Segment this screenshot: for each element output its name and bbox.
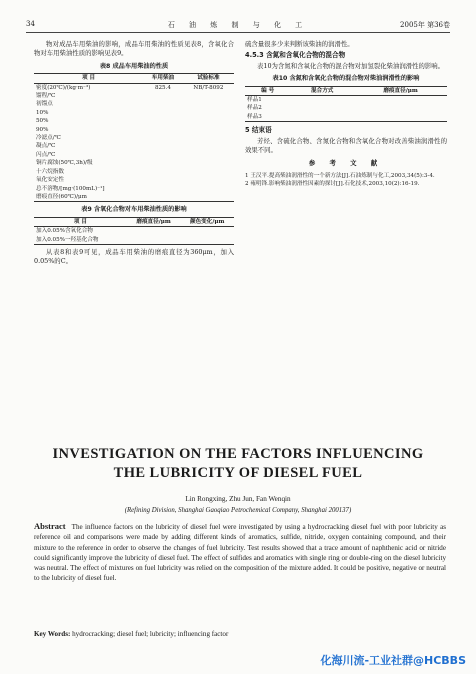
english-title	[20, 445, 456, 483]
volume-info: 2005年 第36卷	[400, 21, 450, 29]
table-cell: 氧化安定性	[36, 177, 64, 184]
table-cell	[127, 227, 181, 236]
table10-caption: 表10 含氮和含氧化合物的混合物对柴油润滑性的影响	[272, 75, 420, 83]
table-row	[34, 83, 234, 92]
table-row	[34, 142, 234, 150]
table-cell	[183, 142, 234, 150]
english-abstract	[34, 521, 446, 584]
table-cell	[183, 151, 234, 159]
table-cell	[143, 100, 183, 108]
table-cell: 冷滤点/℃	[36, 135, 61, 142]
table-cell	[183, 159, 234, 167]
table-cell: 铜片腐蚀(50℃,3h)/级	[36, 160, 93, 167]
table-cell: 馏程/℃	[36, 93, 56, 100]
table-row	[34, 151, 234, 159]
table-cell: 加入0.05%含氧化合物	[36, 228, 93, 235]
table-cell	[183, 100, 234, 108]
table-cell	[183, 134, 234, 142]
table-cell: 总不溶物/[mg·(100mL)⁻¹]	[36, 185, 105, 192]
table-cell	[183, 176, 234, 184]
table-cell	[143, 151, 183, 159]
section-453-body: 表10为含氮和含氧化合物的混合物对加氢裂化柴油润滑性的影响。	[257, 61, 445, 70]
section5-heading: 5 结束语	[245, 126, 272, 135]
reference-item: 2 雍明锋.影响柴油润滑性因素的探讨[J].石化技术,2003,10(2):16-19.	[245, 181, 420, 188]
table-row	[34, 185, 234, 193]
english-affiliation: (Refining Division, Shanghai Gaoqiao Petrochemical Company, Shanghai 200137)	[124, 507, 352, 514]
section5-body: 芳烃、含硫化合物、含氮化合物和含氧化合物对改善柴油润滑性的效果不同。	[245, 136, 447, 155]
table-cell	[183, 109, 234, 117]
table9-caption: 表9 含氧化合物对车用柴油性质的影响	[81, 206, 187, 214]
table-row	[34, 126, 234, 134]
table-row	[245, 113, 447, 122]
table-cell	[143, 176, 183, 184]
table-cell: 90%	[36, 126, 49, 133]
table-cell: 825.4	[154, 84, 171, 91]
table-cell	[183, 168, 234, 176]
intro-paragraph: 物对成品车用柴油的影响，成品车用柴油的性质见表8，含氧化合物对车用柴油性质的影响见表9。	[34, 40, 234, 58]
reference-item: 1 王汉平.提高柴油润滑性的一个新方法[J].石油炼制与化工,2003,34(5):3-4.	[245, 172, 435, 179]
table-row	[245, 96, 447, 105]
table-row	[34, 100, 234, 108]
right-column	[245, 40, 447, 189]
section-453-heading: 4.5.3 含氮和含氧化合物的混合物	[245, 51, 346, 60]
running-header	[26, 20, 450, 33]
english-keywords	[34, 630, 446, 638]
watermark-text: 化海川流-工业社群@HCBBS	[320, 654, 466, 667]
table-cell	[183, 92, 234, 100]
page-number: 34	[26, 20, 35, 28]
right_col-table10-header-cell: 混合方式	[290, 86, 354, 95]
left_col-table9-header-cell: 颜色变化/μm	[180, 217, 234, 226]
table-cell: 样品2	[247, 105, 262, 112]
left_col-table9-header-cell: 磨痕直径/μm	[127, 217, 181, 226]
left_col-table9-header-cell: 项 目	[34, 217, 127, 226]
table-cell: 凝点/℃	[36, 143, 56, 150]
table-cell	[143, 168, 183, 176]
table-cell: 样品3	[245, 113, 290, 122]
table-row	[34, 92, 234, 100]
table-cell	[354, 113, 447, 122]
table-cell: 加入0.05%一羟基化合物	[34, 236, 127, 245]
table8-caption: 表8 成品车用柴油的性质	[99, 62, 169, 70]
abstract-label: Abstract	[34, 521, 66, 531]
table-cell	[143, 117, 183, 125]
table-cell	[180, 227, 234, 236]
table-row	[34, 134, 234, 142]
right_col-table10-header-cell: 磨痕直径/μm	[354, 86, 447, 95]
table8	[34, 73, 234, 202]
table-cell: 50%	[36, 118, 49, 125]
table-row	[34, 117, 234, 125]
table-cell	[143, 109, 183, 117]
table-cell: 样品1	[247, 97, 262, 104]
table-row	[34, 159, 234, 167]
discussion-paragraph: 从表8和表9可见，成品车用柴油的磨痕直径为360μm，加入0.05%的C。	[34, 247, 234, 266]
keywords-text: hydrocracking; diesel fuel; lubricity; influencing factor	[72, 630, 229, 638]
table-cell: NB/T-8092	[193, 84, 224, 91]
table-cell	[290, 96, 354, 105]
table-cell	[143, 159, 183, 167]
table-row	[34, 236, 234, 245]
left_col-table8-header-cell: 车用柴油	[143, 74, 183, 83]
table-cell	[354, 104, 447, 112]
table-cell: 初馏点	[36, 101, 53, 108]
abstract-text: The influence factors on the lubricity of diesel fuel were investigated by using a hydrocracking diesel fuel with poor lubricity as reference oil and comparisons were made by adding different kinds of aromatics, sulfide, nitride, oxygen containing compound, and their mixture to the reference in order to observe the changes of fuel lubricity. Test results showed that a trace amount of naphthenic acid or nitride could significantly improve the lubricity of diesel fuel. The effect of sulfides and aromatics with single ring or double-ring on the diesel lubricity was neutral. The effect of mixtures on fuel lubricity was relied on the composition of the mixture added. It could be positive, negative or neutral to the lubricity of diesel fuel.	[34, 523, 446, 583]
keywords-label: Key Words:	[34, 630, 71, 638]
english-title-line2: THE LUBRICITY OF DIESEL FUEL	[113, 465, 363, 481]
left_col-table8-header-cell: 项 目	[34, 74, 143, 83]
table9	[34, 217, 234, 245]
table-cell	[183, 185, 234, 193]
table-cell	[290, 113, 354, 122]
table-cell	[180, 236, 234, 245]
table-cell: 磨痕直径(60℃)/μm	[34, 193, 143, 202]
journal-name: 石 油 炼 制 与 化 工	[167, 21, 309, 29]
table-cell	[143, 142, 183, 150]
table10	[245, 86, 447, 123]
right-top-paragraph: 硫含量很多少来判断该柴油的润滑性。	[245, 40, 354, 48]
references-list	[245, 172, 447, 189]
table-cell	[143, 185, 183, 193]
table-cell	[143, 134, 183, 142]
table-cell	[183, 126, 234, 134]
table-cell	[354, 96, 447, 105]
table-cell	[183, 193, 234, 202]
left_col-table8-header-cell: 试验标准	[183, 74, 234, 83]
table-cell: 十六烷指数	[36, 168, 64, 175]
table-row	[34, 176, 234, 184]
table-cell	[290, 104, 354, 112]
table-row	[34, 227, 234, 236]
table-cell	[183, 117, 234, 125]
table-cell: 10%	[36, 109, 49, 116]
left-column	[34, 40, 234, 267]
table-row	[245, 104, 447, 112]
table-row	[34, 193, 234, 202]
table-cell	[143, 126, 183, 134]
table-cell	[143, 193, 183, 202]
references-title: 参 考 文 献	[308, 159, 384, 168]
table-row	[34, 168, 234, 176]
table-row	[34, 109, 234, 117]
table-cell: 密度(20℃)/(kg·m⁻³)	[36, 84, 91, 91]
english-title-line1: INVESTIGATION ON THE FACTORS INFLUENCING	[52, 446, 424, 462]
table-cell	[143, 92, 183, 100]
right_col-table10-header-cell: 编 号	[245, 86, 290, 95]
table-cell: 闪点/℃	[36, 151, 56, 158]
table-cell	[127, 236, 181, 245]
english-authors: Lin Rongxing, Zhu Jun, Fan Wenqin	[185, 495, 291, 503]
